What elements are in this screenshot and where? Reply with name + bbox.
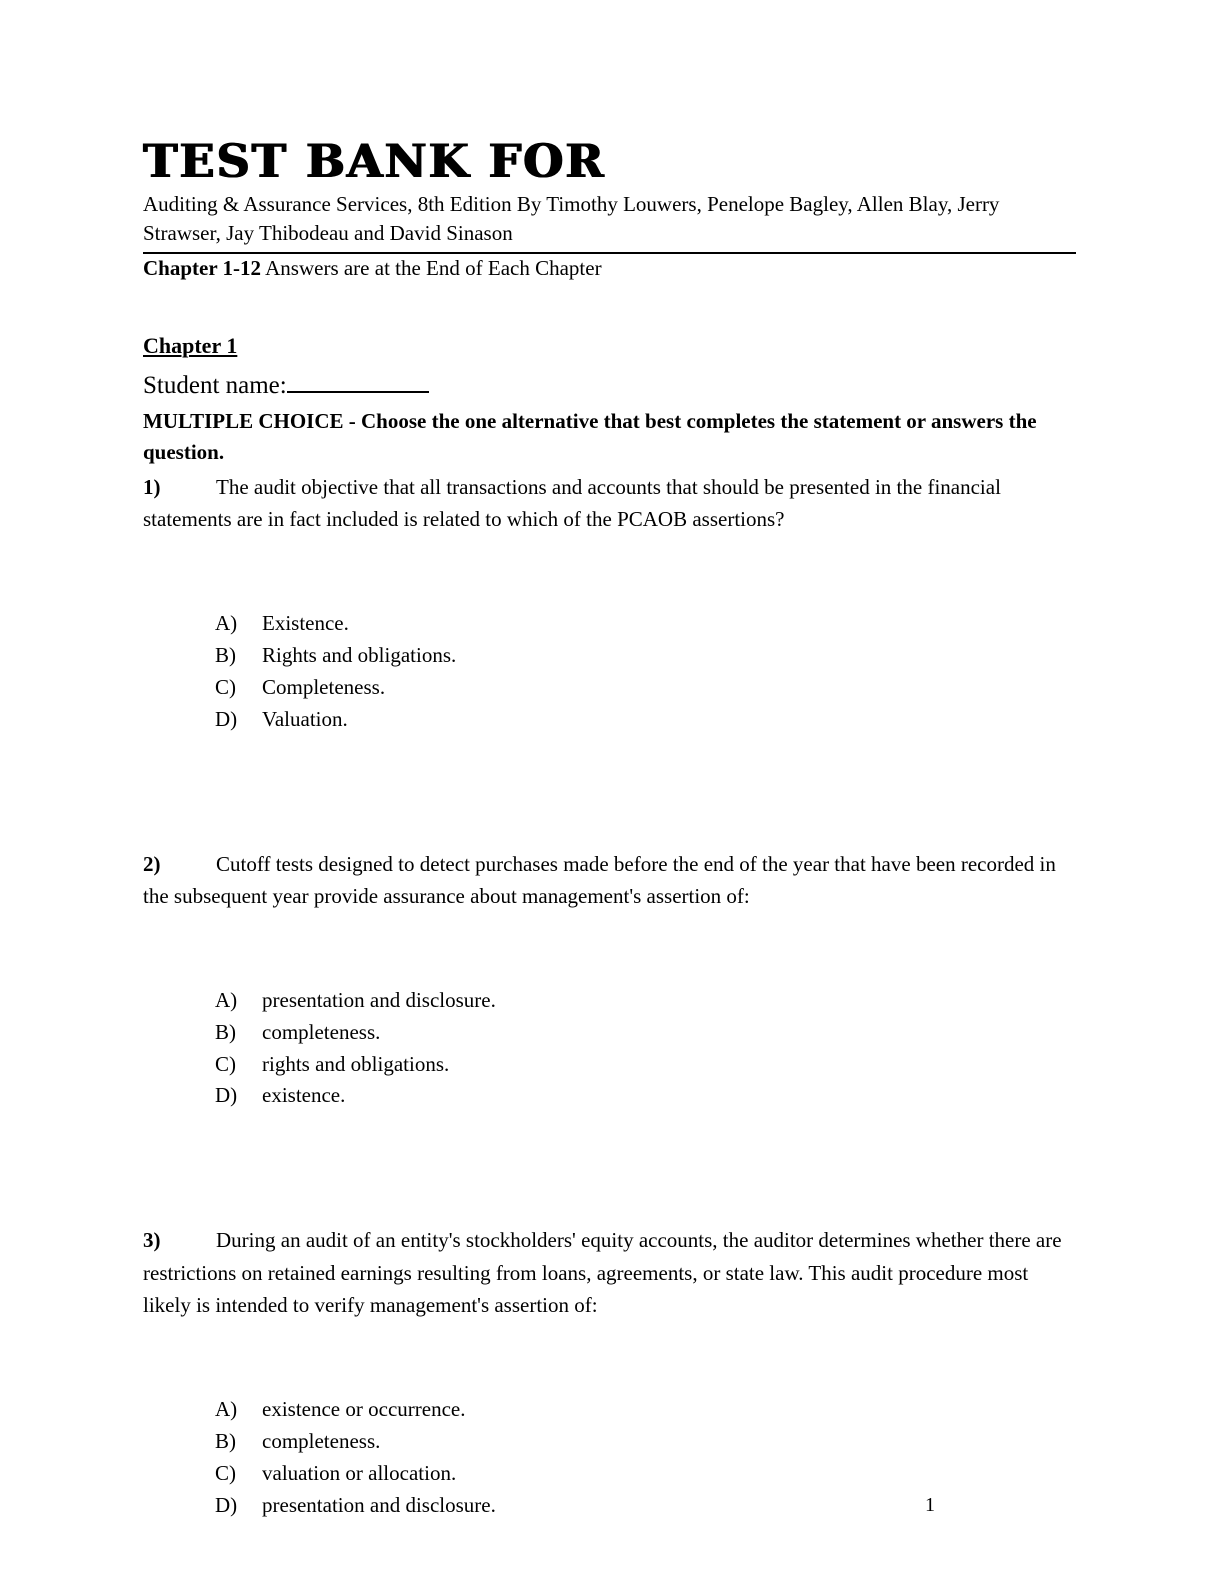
option-letter: A) <box>215 611 238 636</box>
option-text: valuation or allocation. <box>262 1460 457 1485</box>
option-letter: A) <box>215 1397 238 1422</box>
option-text: completeness. <box>262 1019 381 1044</box>
question-2 <box>143 848 1076 913</box>
option-letter: B) <box>215 1428 236 1453</box>
option-letter: C) <box>215 674 236 699</box>
question-3-number: 3) <box>143 1228 161 1253</box>
chapter-range-line <box>143 256 1076 281</box>
option-row <box>143 1080 1076 1112</box>
question-1 <box>143 471 1076 536</box>
option-row <box>143 640 1076 672</box>
option-text: existence or occurrence. <box>262 1397 466 1422</box>
option-letter: D) <box>215 706 238 731</box>
chapter-title: Chapter 1 <box>143 332 238 358</box>
chapter-range-rest: Answers are at the End of Each Chapter <box>261 255 602 280</box>
option-letter: D) <box>215 1083 238 1108</box>
question-3-text: During an audit of an entity's stockholders' equity accounts, the auditor determines whether there are restrictions on retained earnings resulting from loans, agreements, or state law. This audit procedure most likely is intended to verify management's assertion of: <box>143 1228 1062 1318</box>
option-text: Existence. <box>262 611 349 636</box>
document-title: TEST BANK FOR <box>143 134 606 188</box>
option-row <box>143 1490 1076 1522</box>
option-letter: D) <box>215 1492 238 1517</box>
multiple-choice-instructions: MULTIPLE CHOICE - Choose the one alternative that best completes the statement or answers the question. <box>143 408 1037 465</box>
question-2-options <box>143 985 1076 1113</box>
option-row <box>143 1017 1076 1049</box>
option-letter: B) <box>215 1019 236 1044</box>
document-subtitle: Auditing & Assurance Services, 8th Edition By Timothy Louwers, Penelope Bagley, Allen Blay, Jerry Strawser, Jay Thibodeau and David Sinason <box>143 190 1076 254</box>
option-row <box>143 608 1076 640</box>
option-text: completeness. <box>262 1428 381 1453</box>
question-2-text: Cutoff tests designed to detect purchases made before the end of the year that have been recorded in the subsequent year provide assurance about management's assertion of: <box>143 851 1056 909</box>
option-text: rights and obligations. <box>262 1051 450 1076</box>
student-name-line <box>143 367 1076 400</box>
option-letter: C) <box>215 1051 236 1076</box>
option-letter: B) <box>215 642 236 667</box>
question-3-options <box>143 1394 1076 1522</box>
question-3 <box>143 1224 1076 1322</box>
option-row <box>143 1458 1076 1490</box>
option-letter: C) <box>215 1460 236 1485</box>
option-text: Valuation. <box>262 706 348 731</box>
option-row <box>143 1426 1076 1458</box>
student-name-label: Student name: <box>143 371 287 399</box>
option-row <box>143 672 1076 704</box>
chapter-range-bold: Chapter 1-12 <box>143 255 262 280</box>
option-text: existence. <box>262 1083 346 1108</box>
page-number: 1 <box>925 1494 935 1516</box>
option-text: Rights and obligations. <box>262 642 457 667</box>
option-letter: A) <box>215 987 238 1012</box>
option-text: Completeness. <box>262 674 386 699</box>
option-row <box>143 704 1076 736</box>
option-row <box>143 1394 1076 1426</box>
option-row <box>143 985 1076 1017</box>
question-1-text: The audit objective that all transactions and accounts that should be presented in the financial statements are in fact included is related to which of the PCAOB assertions? <box>143 474 1001 532</box>
option-row <box>143 1049 1076 1081</box>
student-name-blank <box>287 367 429 393</box>
option-text: presentation and disclosure. <box>262 1492 496 1517</box>
question-2-number: 2) <box>143 851 161 876</box>
option-text: presentation and disclosure. <box>262 987 496 1012</box>
question-1-number: 1) <box>143 474 161 499</box>
question-1-options <box>143 608 1076 736</box>
